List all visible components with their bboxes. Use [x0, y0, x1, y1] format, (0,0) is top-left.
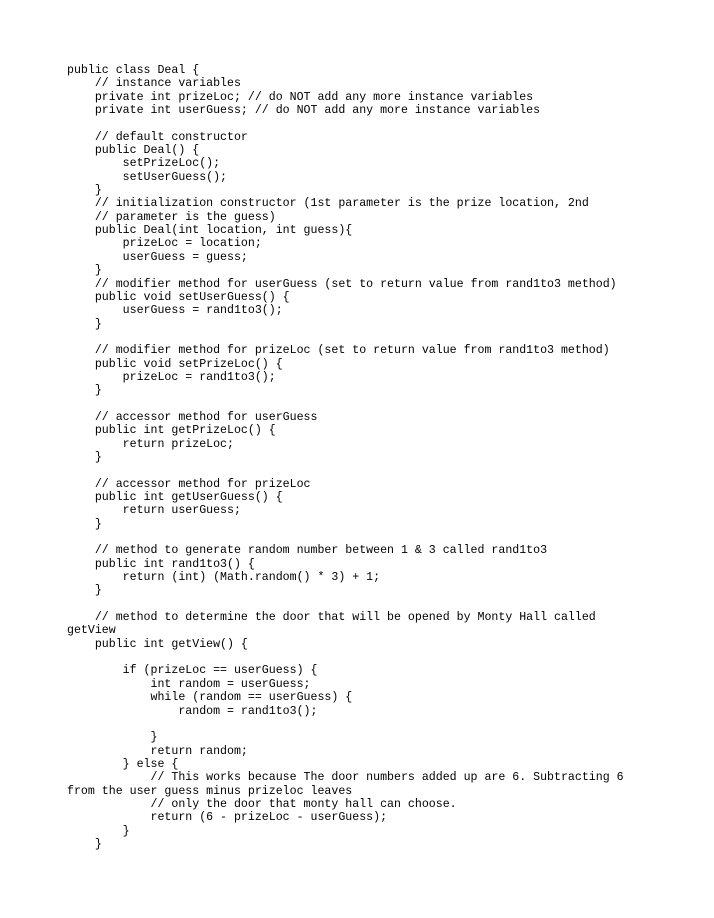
code-line: userGuess = guess;	[67, 250, 248, 264]
code-line: public int getPrizeLoc() {	[67, 424, 276, 438]
code-line: return (int) (Math.random() * 3) + 1;	[67, 571, 381, 585]
code-line: int random = userGuess;	[67, 677, 311, 691]
code-line: public Deal(int location, int guess){	[67, 224, 353, 238]
code-line: }	[67, 184, 102, 198]
code-line: getView	[67, 624, 116, 638]
code-line: // modifier method for prizeLoc (set to return value from rand1to3 method)	[67, 344, 610, 358]
code-line: prizeLoc = location;	[67, 237, 262, 251]
code-line: }	[67, 731, 158, 745]
code-line: }	[67, 264, 102, 278]
code-line: // accessor method for userGuess	[67, 410, 318, 424]
code-line: }	[67, 837, 102, 851]
code-line: public int rand1to3() {	[67, 557, 255, 571]
code-line: // method to determine the door that will be opened by Monty Hall called	[67, 611, 596, 625]
code-line: // modifier method for userGuess (set to return value from rand1to3 method)	[67, 277, 617, 291]
code-line	[67, 531, 667, 544]
code-line: public Deal() {	[67, 144, 200, 158]
code-line: from the user guess minus prizeloc leaves	[67, 784, 353, 798]
code-line: } else {	[67, 757, 179, 771]
code-line: prizeLoc = rand1to3();	[67, 370, 276, 384]
code-line: userGuess = rand1to3();	[67, 304, 283, 318]
code-line: // parameter is the guess)	[67, 210, 276, 224]
code-line: }	[67, 384, 102, 398]
code-line: return prizeLoc;	[67, 437, 234, 451]
code-line: // instance variables	[67, 77, 241, 91]
code-line	[67, 651, 667, 664]
code-line: while (random == userGuess) {	[67, 691, 353, 705]
code-listing	[67, 64, 667, 851]
code-line: }	[67, 824, 130, 838]
code-line: }	[67, 517, 102, 531]
code-line: // only the door that monty hall can choose.	[67, 797, 457, 811]
code-line: // method to generate random number between 1 & 3 called rand1to3	[67, 544, 548, 558]
code-line: // initialization constructor (1st parameter is the prize location, 2nd	[67, 197, 589, 211]
code-line	[67, 598, 667, 611]
code-line: private int prizeLoc; // do NOT add any more instance variables	[67, 90, 534, 104]
code-line: if (prizeLoc == userGuess) {	[67, 664, 318, 678]
code-line	[67, 398, 667, 411]
code-line: // accessor method for prizeLoc	[67, 477, 311, 491]
code-line: // This works because The door numbers added up are 6. Subtracting 6	[67, 771, 624, 785]
code-line: public class Deal {	[67, 64, 200, 77]
code-line: }	[67, 450, 102, 464]
code-line	[67, 331, 667, 344]
code-line: // default constructor	[67, 130, 248, 144]
code-line: return userGuess;	[67, 504, 241, 518]
code-line: }	[67, 584, 102, 598]
code-line: }	[67, 317, 102, 331]
code-line: setUserGuess();	[67, 170, 228, 184]
code-line: return (6 - prizeLoc - userGuess);	[67, 811, 388, 825]
code-line: public void setUserGuess() {	[67, 290, 290, 304]
code-line: public void setPrizeLoc() {	[67, 357, 283, 371]
code-line: private int userGuess; // do NOT add any more instance variables	[67, 104, 541, 118]
code-line: random = rand1to3();	[67, 704, 318, 718]
code-line: public int getUserGuess() {	[67, 491, 283, 504]
code-line	[67, 464, 667, 477]
code-line	[67, 117, 667, 130]
code-line	[67, 718, 667, 731]
code-line: public int getView() {	[67, 637, 248, 651]
code-line: setPrizeLoc();	[67, 157, 221, 171]
code-line: return random;	[67, 744, 248, 758]
